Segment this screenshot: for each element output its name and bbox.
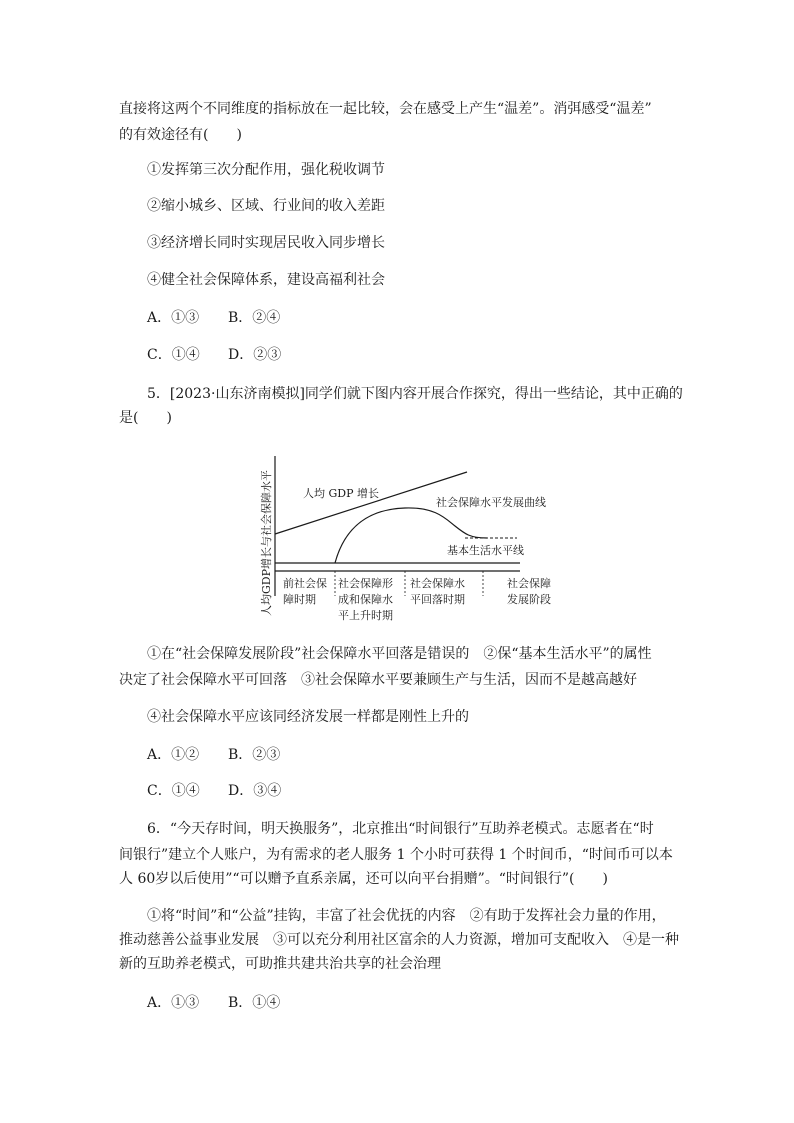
stage-4-line-1: 社会保障 bbox=[507, 577, 551, 590]
q6-option-b: B．①④ bbox=[228, 995, 281, 1011]
q6-stem-line-2: 间银行”建立个人账户，为有需求的老人服务 1 个小时可获得 1 个时间币，“时间币可以本 bbox=[119, 847, 673, 863]
q5-option-d: D．③④ bbox=[228, 783, 282, 799]
social-security-diagram bbox=[255, 446, 565, 626]
curve-label: 社会保障水平发展曲线 bbox=[436, 496, 546, 509]
q4-stem-line-1: 直接将这两个不同维度的指标放在一起比较，会在感受上产生“温差”。消弭感受“温差” bbox=[119, 101, 652, 117]
q5-option-b: B．②③ bbox=[228, 747, 281, 763]
stage-2-line-2: 成和保障水 bbox=[338, 593, 393, 606]
q4-item-1: ①发挥第三次分配作用，强化税收调节 bbox=[147, 162, 385, 178]
stage-1-line-2: 障时期 bbox=[283, 593, 316, 606]
q6-option-a: A．①③ bbox=[147, 995, 200, 1011]
q6-items-line-1: ①将“时间”和“公益”挂钩，丰富了社会优抚的内容 ②有助于发挥社会力量的作用， bbox=[147, 908, 666, 924]
stage-3-line-1: 社会保障水 bbox=[410, 577, 465, 590]
q4-option-d: D．②③ bbox=[228, 347, 282, 363]
q5-option-c: C．①④ bbox=[147, 783, 200, 799]
q5-stem-line-2: 是( ) bbox=[119, 410, 172, 426]
q6-items-line-2: 推动慈善公益事业发展 ③可以充分利用社区富余的人力资源，增加可支配收入 ④是一种 bbox=[119, 932, 679, 948]
q4-item-4: ④健全社会保障体系，建设高福利社会 bbox=[147, 272, 385, 288]
q4-option-a: A．①③ bbox=[147, 310, 200, 326]
q6-stem-line-3: 人 60岁以后使用”“可以赠予直系亲属，还可以向平台捐赠”。“时间银行”( ) bbox=[119, 871, 608, 887]
q5-items-line-3: ④社会保障水平应该同经济发展一样都是刚性上升的 bbox=[147, 709, 469, 725]
stage-2-line-1: 社会保障形 bbox=[338, 577, 393, 590]
q5-option-a: A．①② bbox=[147, 747, 200, 763]
q5-items-line-1: ①在“社会保障发展阶段”社会保障水平回落是错误的 ②保“基本生活水平”的属性 bbox=[147, 646, 652, 662]
q4-item-3: ③经济增长同时实现居民收入同步增长 bbox=[147, 235, 385, 251]
q5-stem-line-1: 5．[2023·山东济南模拟]同学们就下图内容开展合作探究，得出一些结论，其中正确的 bbox=[147, 386, 683, 402]
y-axis-label: 人均GDP增长与社会保障水平 bbox=[260, 469, 273, 616]
q4-item-2: ②缩小城乡、区域、行业间的收入差距 bbox=[147, 198, 385, 214]
stage-1-line-1: 前社会保 bbox=[283, 577, 327, 590]
q4-option-b: B．②④ bbox=[228, 310, 281, 326]
q5-items-line-2: 决定了社会保障水平可回落 ③社会保障水平要兼顾生产与生活，因而不是越高越好 bbox=[119, 672, 637, 688]
stage-3-line-2: 平回落时期 bbox=[410, 593, 465, 606]
q4-stem-line-2: 的有效途径有( ) bbox=[119, 127, 242, 143]
q4-option-c: C．①④ bbox=[147, 347, 200, 363]
baseline-label: 基本生活水平线 bbox=[447, 544, 524, 557]
q6-stem-line-1: 6．“今天存时间，明天换服务”，北京推出“时间银行”互助养老模式。志愿者在“时 bbox=[147, 821, 654, 837]
q6-items-line-3: 新的互助养老模式，可助推共建共治共享的社会治理 bbox=[119, 956, 441, 972]
stage-2-line-3: 平上升时期 bbox=[338, 609, 393, 622]
stage-4-line-2: 发展阶段 bbox=[507, 593, 551, 606]
gdp-label: 人均 GDP 增长 bbox=[303, 487, 380, 500]
